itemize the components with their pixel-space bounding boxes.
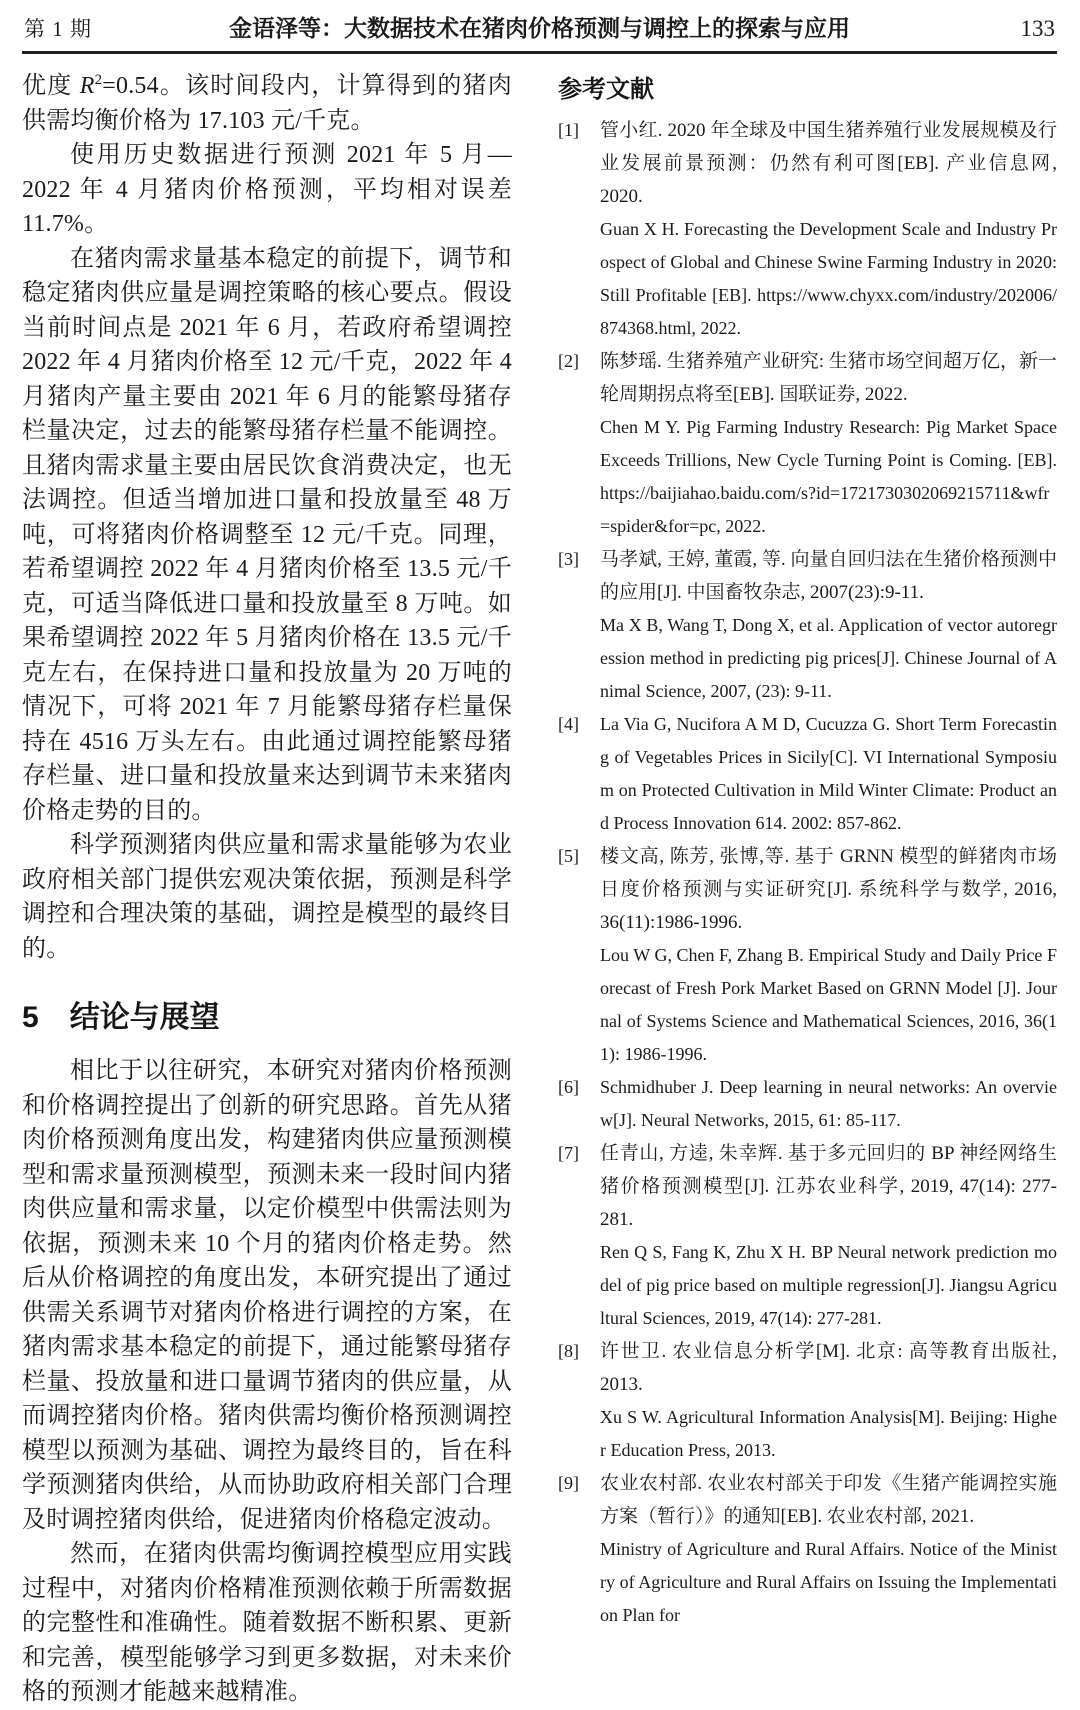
reference-text-zh: 马孝斌, 王婷, 董霞, 等. 向量自回归法在生猪价格预测中的应用[J]. 中国畜牧杂志, 2007(23):9-11. [600,549,1057,603]
reference-item [558,1071,1057,1137]
section-number: 5 [22,1001,39,1034]
reference-item [558,1335,1057,1467]
reference-text-en: Chen M Y. Pig Farming Industry Research: Pig Market Space Exceeds Trillions, New Cycle Turning Point is Coming. [EB]. https://baijiahao.baidu.com/s?id=1721730302069215711&wfr=spider&for=pc, 2022. [600,417,1057,536]
reference-item [558,840,1057,1071]
paragraph-text: =0.54。该时间段内，计算得到的猪肉供需均衡价格为 17.103 元/千克。 [22,73,512,134]
reference-item [558,1467,1057,1632]
reference-text-zh: 任青山, 方逵, 朱幸辉. 基于多元回归的 BP 神经网络生猪价格预测模型[J]. 江苏农业科学, 2019, 47(14): 277-281. [600,1143,1057,1230]
reference-text-zh: 许世卫. 农业信息分析学[M]. 北京: 高等教育出版社, 2013. [600,1341,1057,1395]
reference-text-en: Ma X B, Wang T, Dong X, et al. Application of vector autoregression method in predicting pig prices[J]. Chinese Journal of Animal Science, 2007, (23): 9-11. [600,615,1057,701]
paragraph-text: 优度 [22,73,80,99]
page-header [22,8,1057,54]
reference-label: [3] [558,549,579,569]
reference-label: [2] [558,351,579,371]
reference-item [558,1137,1057,1335]
superscript: 2 [94,72,103,88]
two-column-body [22,54,1057,1710]
reference-item [558,114,1057,345]
reference-text-zh: 楼文高, 陈芳, 张博,等. 基于 GRNN 模型的鲜猪肉市场日度价格预测与实证研究[J]. 系统科学与数学, 2016, 36(11):1986-1996. [600,846,1057,933]
journal-issue: 第 1 期 [24,17,92,41]
reference-label: [8] [558,1341,579,1361]
reference-label: [1] [558,120,579,140]
reference-text-zh: 陈梦瑶. 生猪养殖产业研究: 生猪市场空间超万亿，新一轮周期拐点将至[EB]. 国联证券, 2022. [600,351,1057,405]
body-paragraph: 使用历史数据进行预测 2021 年 5 月—2022 年 4 月猪肉价格预测，平均相对误差 11.7%。 [22,142,512,237]
body-paragraph: 科学预测猪肉供应量和需求量能够为农业政府相关部门提供宏观决策依据，预测是科学调控和合理决策的基础，调控是模型的最终目的。 [22,832,512,962]
reference-label: [7] [558,1143,579,1163]
left-column [22,69,512,1710]
reference-text-en: Ren Q S, Fang K, Zhu X H. BP Neural network prediction model of pig price based on multiple regression[J]. Jiangsu Agricultural Sciences, 2019, 47(14): 277-281. [600,1242,1057,1328]
reference-item [558,345,1057,543]
reference-label: [5] [558,846,579,866]
reference-item [558,708,1057,840]
references-column [558,69,1057,1710]
section-heading [22,992,512,1036]
reference-text-en: Schmidhuber J. Deep learning in neural networks: An overview[J]. Neural Networks, 2015, 61: 85-117. [600,1077,1057,1130]
running-title: 金语泽等：大数据技术在猪肉价格预测与调控上的探索与应用 [229,16,850,41]
reference-text-en: Guan X H. Forecasting the Development Scale and Industry Prospect of Global and Chinese Swine Farming Industry in 2020: Still Profitable [EB]. https://www.chyxx.com/industry/202006/874368.html, 2022. [600,219,1057,338]
reference-text-zh: 管小红. 2020 年全球及中国生猪养殖行业发展规模及行业发展前景预测：仍然有利可图[EB]. 产业信息网, 2020. [600,120,1057,207]
reference-label: [6] [558,1077,579,1097]
page-number: 133 [1020,16,1055,41]
reference-text-en: Lou W G, Chen F, Zhang B. Empirical Study and Daily Price Forecast of Fresh Pork Market Based on GRNN Model [J]. Journal of Systems Science and Mathematical Sciences, 2016, 36(11): 1986-1996. [600,945,1057,1064]
reference-label: [4] [558,714,579,734]
references-heading: 参考文献 [558,76,654,103]
reference-text-en: La Via G, Nucifora A M D, Cucuzza G. Short Term Forecasting of Vegetables Prices in Sicily[C]. VI International Symposium on Protected Cultivation in Mild Winter Climate: Product and Process Innovation 614. 2002: 857-862. [600,714,1057,833]
body-paragraph: 相比于以往研究，本研究对猪肉价格预测和价格调控提出了创新的研究思路。首先从猪肉价格预测角度出发，构建猪肉供应量预测模型和需求量预测模型，预测未来一段时间内猪肉供应量和需求量，以定价模型中供需法则为依据，预测未来 10 个月的猪肉价格走势。然后从价格调控的角度出发，本研究提出了通过供需关系调节对猪肉价格进行调控的方案，在猪肉需求基本稳定的前提下，通过能繁母猪存栏量、投放量和进口量调节猪肉的供应量，从而调控猪肉价格。猪肉供需均衡价格预测调控模型以预测为基础、调控为最终目的，旨在科学预测猪肉供给，从而协助政府相关部门合理及时调控猪肉供给，促进猪肉价格稳定波动。 [22,1058,512,1533]
reference-item [558,543,1057,708]
body-paragraph: 然而，在猪肉供需均衡调控模型应用实践过程中，对猪肉价格精准预测依赖于所需数据的完整性和准确性。随着数据不断积累、更新和完善，模型能够学习到更多数据，对未来价格的预测才能越来越精准。 [22,1541,512,1705]
body-paragraph: 在猪肉需求量基本稳定的前提下，调节和稳定猪肉供应量是调控策略的核心要点。假设当前时间点是 2021 年 6 月，若政府希望调控 2022 年 4 月猪肉价格至 12 元/千克，2022 年 4 月猪肉产量主要由 2021 年 6 月的能繁母猪存栏量决定，过去的能繁母猪存栏量不能调控。且猪肉需求量主要由居民饮食消费决定，也无法调控。但适当增加进口量和投放量至 48 万吨，可将猪肉价格调整至 12 元/千克。同理，若希望调控 2022 年 4 月猪肉价格至 13.5 元/千克，可适当降低进口量和投放量至 8 万吨。如果希望调控 2022 年 5 月猪肉价格在 13.5 元/千克左右，在保持进口量和投放量为 20 万吨的情况下，可将 2021 年 7 月能繁母猪存栏量保持在 4516 万头左右。由此通过调控能繁母猪存栏量、进口量和投放量来达到调节未来猪肉价格走势的目的。 [22,245,512,824]
math-variable: R [79,73,95,99]
reference-text-en: Ministry of Agriculture and Rural Affairs. Notice of the Ministry of Agriculture and Rural Affairs on Issuing the Implementation Plan for [600,1539,1057,1625]
body-paragraph [22,69,512,138]
reference-text-zh: 农业农村部. 农业农村部关于印发《生猪产能调控实施方案（暂行）》的通知[EB]. 农业农村部, 2021. [600,1473,1057,1527]
reference-label: [9] [558,1473,579,1493]
reference-text-en: Xu S W. Agricultural Information Analysis[M]. Beijing: Higher Education Press, 2013. [600,1407,1057,1460]
section-title: 结论与展望 [69,1001,220,1034]
